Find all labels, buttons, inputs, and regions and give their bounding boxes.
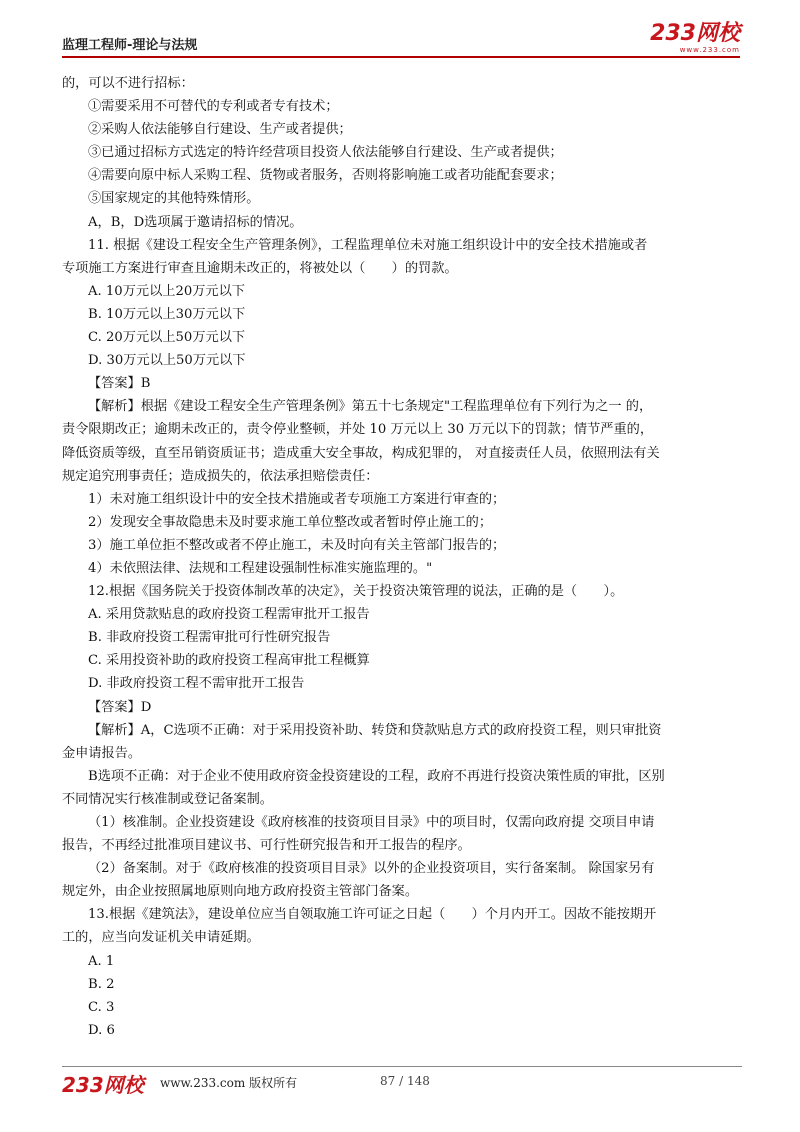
text-line: C. 20万元以上50万元以下 — [88, 330, 246, 346]
text-line: A，B，D选项属于邀请招标的情况。 — [88, 214, 303, 230]
text-line: B. 2 — [88, 976, 115, 992]
text-line: A. 1 — [88, 953, 115, 969]
text-line: 工的，应当向发证机关申请延期。 — [62, 930, 260, 946]
header-title: 监理工程师-理论与法规 — [62, 38, 198, 53]
footer-copyright: www.233.com 版权所有 — [160, 1076, 298, 1090]
text-line: 报告，不再经过批准项目建议书、可行性研究报告和开工报告的程序。 — [62, 838, 471, 854]
text-line: C. 采用投资补助的政府投资工程高审批工程概算 — [88, 653, 370, 669]
text-line: 的，可以不进行招标： — [62, 76, 194, 91]
text-line: 金申请报告。 — [62, 745, 142, 761]
text-line: 规定追究刑事责任；造成损失的，依法承担赔偿责任： — [62, 468, 379, 484]
text-line: 11. 根据《建设工程安全生产管理条例》，工程监理单位未对施工组织设计中的安全技术措施或者 — [88, 237, 648, 253]
text-line: 专项施工方案进行审查且逾期未改正的，将被处以（ ）的罚款。 — [62, 260, 458, 276]
text-line: 降低资质等级，直至吊销资质证书；造成重大安全事故，构成犯罪的， 对直接责任人员，依照刑法有关 — [62, 445, 660, 461]
text-line: 不同情况实行核准制或登记备案制。 — [62, 791, 273, 807]
text-line: 【答案】B — [88, 376, 151, 392]
text-line: 3）施工单位拒不整改或者不停止施工，未及时向有关主管部门报告的； — [88, 537, 506, 553]
text-line: 1）未对施工组织设计中的安全技术措施或者专项施工方案进行审查的； — [88, 491, 506, 507]
text-line: B. 10万元以上30万元以下 — [88, 306, 246, 322]
page-number: 87 / 148 — [380, 1074, 430, 1088]
brand-logo — [650, 22, 740, 54]
logo-url: www.233.com — [679, 46, 740, 54]
page-footer — [62, 1066, 742, 1097]
text-line: 【解析】根据《建设工程安全生产管理条例》第五十七条规定"工程监理单位有下列行为之一 的， — [88, 399, 653, 415]
page-header — [62, 22, 740, 58]
text-line: D. 6 — [88, 1022, 115, 1038]
text-line: 责令限期改正；逾期未改正的，责令停业整顿，并处 10 万元以上 30 万元以下的罚款；情节严重的， — [62, 422, 654, 438]
text-line: ②采购人依法能够自行建设、生产或者提供； — [88, 122, 352, 138]
text-line: 【答案】D — [88, 699, 152, 715]
text-line: D. 30万元以上50万元以下 — [88, 353, 246, 369]
document-body — [62, 72, 742, 1042]
text-line: ①需要采用不可替代的专利或者专有技术； — [88, 99, 339, 115]
text-line: 2）发现安全事故隐患未及时要求施工单位整改或者暂时停止施工的； — [88, 514, 493, 530]
text-line: ④需要向原中标人采购工程、货物或者服务，否则将影响施工或者功能配套要求； — [88, 168, 563, 184]
text-line: C. 3 — [88, 999, 115, 1015]
text-line: B. 非政府投资工程需审批可行性研究报告 — [88, 630, 331, 646]
text-line: B选项不正确：对于企业不使用政府资金投资建设的工程，政府不再进行投资决策性质的审批，区别 — [88, 768, 665, 784]
text-line: （2）备案制。对于《政府核准的投资项目目录》以外的企业投资项目，实行备案制。 除国家另有 — [88, 861, 655, 877]
text-line: 12.根据《国务院关于投资体制改革的决定》，关于投资决策管理的说法，正确的是（ ）。 — [88, 584, 624, 600]
text-line: ③已通过招标方式选定的特许经营项目投资人依法能够自行建设、生产或者提供； — [88, 145, 563, 161]
text-line: 4）未依照法律、法规和工程建设强制性标准实施监理的。" — [88, 560, 433, 576]
footer-logo: 233网校 — [62, 1073, 144, 1097]
text-line: ⑤国家规定的其他特殊情形。 — [88, 191, 260, 207]
text-line: 13.根据《建筑法》，建设单位应当自领取施工许可证之日起（ ）个月内开工。因故不能按期开 — [88, 907, 657, 923]
text-line: 【解析】A，C选项不正确：对于采用投资补助、转贷和贷款贴息方式的政府投资工程，则只审批资 — [88, 722, 662, 738]
text-line: （1）核准制。企业投资建设《政府核准的技资项目目录》中的项目时，仅需向政府提 交项目申请 — [88, 815, 655, 830]
text-line: A. 采用贷款贴息的政府投资工程需审批开工报告 — [88, 607, 370, 623]
text-line: A. 10万元以上20万元以下 — [88, 283, 245, 299]
text-line: 规定外，由企业按照属地原则向地方政府投资主管部门备案。 — [62, 884, 419, 900]
text-line: D. 非政府投资工程不需审批开工报告 — [88, 676, 305, 692]
logo-text: 233网校 — [650, 21, 740, 46]
